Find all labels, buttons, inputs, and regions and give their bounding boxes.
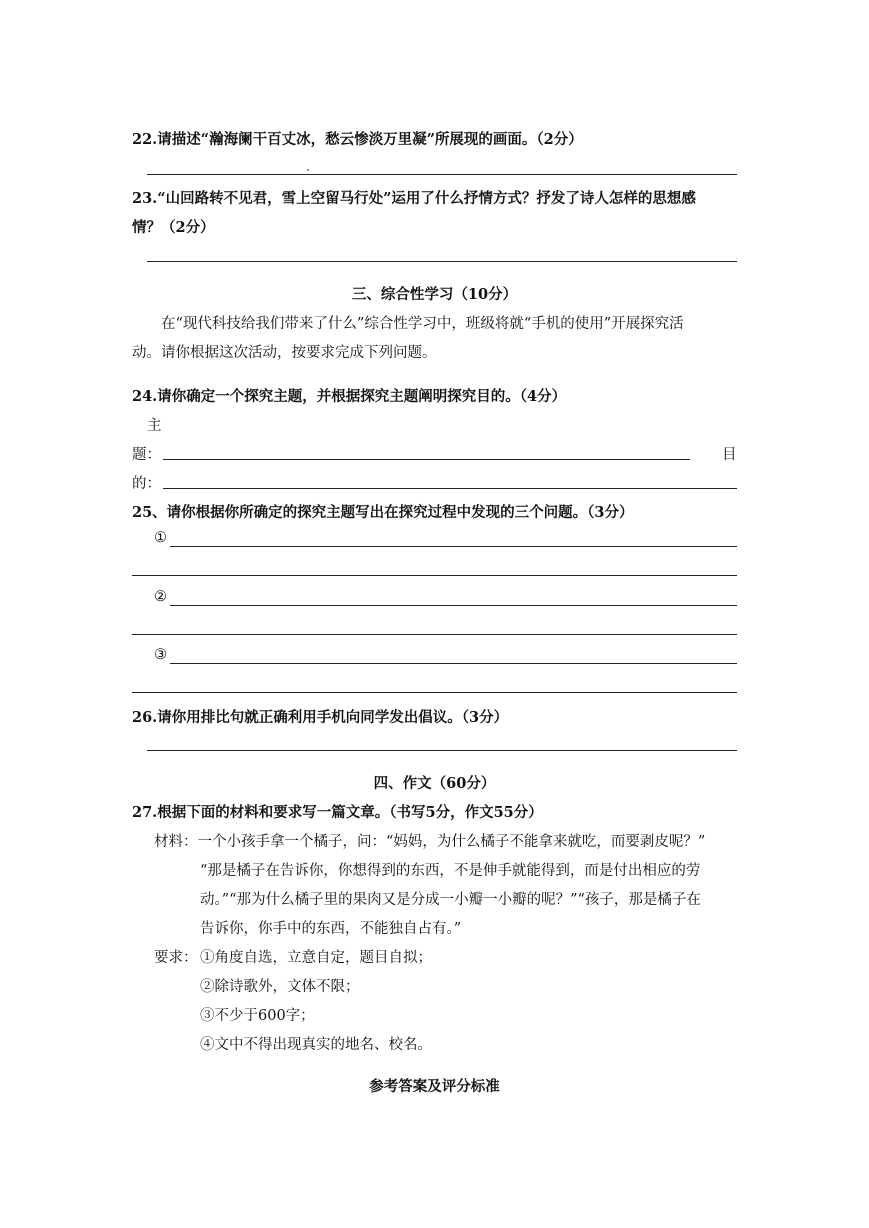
answer-line-25-1a[interactable] bbox=[170, 546, 737, 547]
question-23-line1: 23.“山回路转不见君，雪上空留马行处”运用了什么抒情方式？抒发了诗人怎样的思想感 bbox=[132, 190, 696, 207]
answer-line-25-2b[interactable] bbox=[132, 634, 737, 635]
answer-line-25-2a[interactable] bbox=[170, 605, 737, 606]
intro-line1: 在“现代科技给我们带来了什么”综合性学习中，班级将就“手机的使用”开展探究活 bbox=[161, 316, 684, 332]
label-ti: 题： bbox=[132, 447, 161, 463]
question-26: 26.请你用排比句就正确利用手机向同学发出倡议。（3分） bbox=[132, 709, 509, 726]
answer-line-25-1b[interactable] bbox=[132, 575, 737, 576]
material-line2: “那是橘子在告诉你，你想得到的东西，不是伸手就能得到，而是付出相应的劳 bbox=[200, 863, 701, 879]
question-24: 24.请你确定一个探究主题，并根据探究主题阐明探究目的。（4分） bbox=[132, 388, 567, 405]
answer-line-25-3b[interactable] bbox=[132, 692, 737, 693]
question-27: 27.根据下面的材料和要求写一篇文章。（书写5分，作文55分） bbox=[132, 804, 543, 821]
answer-line-26[interactable] bbox=[147, 750, 737, 751]
requirement-3: ③不少于600字； bbox=[200, 1008, 315, 1024]
question-22: 22.请描述“瀚海阑干百丈冰，愁云惨淡万里凝”所展现的画面。（2分） bbox=[132, 131, 583, 148]
material-line4: 告诉你，你手中的东西，不能独自占有。” bbox=[200, 921, 462, 937]
label-de: 的： bbox=[132, 476, 161, 492]
requirement-1: ①角度自选，立意自定，题目自拟； bbox=[200, 950, 432, 966]
requirement-2: ②除诗歌外，文体不限； bbox=[200, 979, 360, 995]
answer-line-25-3a[interactable] bbox=[170, 663, 737, 664]
label-zhu: 主 bbox=[147, 418, 162, 434]
material-line3: 动。”“那为什么橘子里的果肉又是分成一小瓣一小瓣的呢？”“孩子，那是橘子在 bbox=[200, 892, 701, 908]
mark-3: ③ bbox=[154, 647, 167, 663]
section-3-title: 三、综合性学习（10分） bbox=[351, 286, 518, 303]
answer-key-title: 参考答案及评分标准 bbox=[369, 1078, 500, 1095]
answer-line-purpose[interactable] bbox=[163, 488, 737, 489]
answer-line-23[interactable] bbox=[147, 261, 737, 262]
requirements-label: 要求： bbox=[154, 950, 198, 966]
mark-1: ① bbox=[154, 530, 167, 546]
section-4-title: 四、作文（60分） bbox=[373, 775, 496, 792]
answer-line-22[interactable] bbox=[147, 174, 737, 175]
requirement-4: ④文中不得出现真实的地名、校名。 bbox=[200, 1037, 432, 1053]
mark-2: ② bbox=[154, 589, 167, 605]
label-mu: 目 bbox=[722, 447, 737, 463]
mark-dot bbox=[307, 169, 309, 171]
intro-line2: 动。请你根据这次活动，按要求完成下列问题。 bbox=[132, 345, 437, 361]
answer-line-topic[interactable] bbox=[163, 459, 690, 460]
question-23-line2: 情？（2分） bbox=[132, 219, 215, 236]
material-line1: 材料：一个小孩手拿一个橘子，问：“妈妈，为什么橘子不能拿来就吃，而要剥皮呢？” bbox=[154, 834, 706, 850]
question-25: 25、请你根据你所确定的探究主题写出在探究过程中发现的三个问题。（3分） bbox=[132, 504, 634, 521]
